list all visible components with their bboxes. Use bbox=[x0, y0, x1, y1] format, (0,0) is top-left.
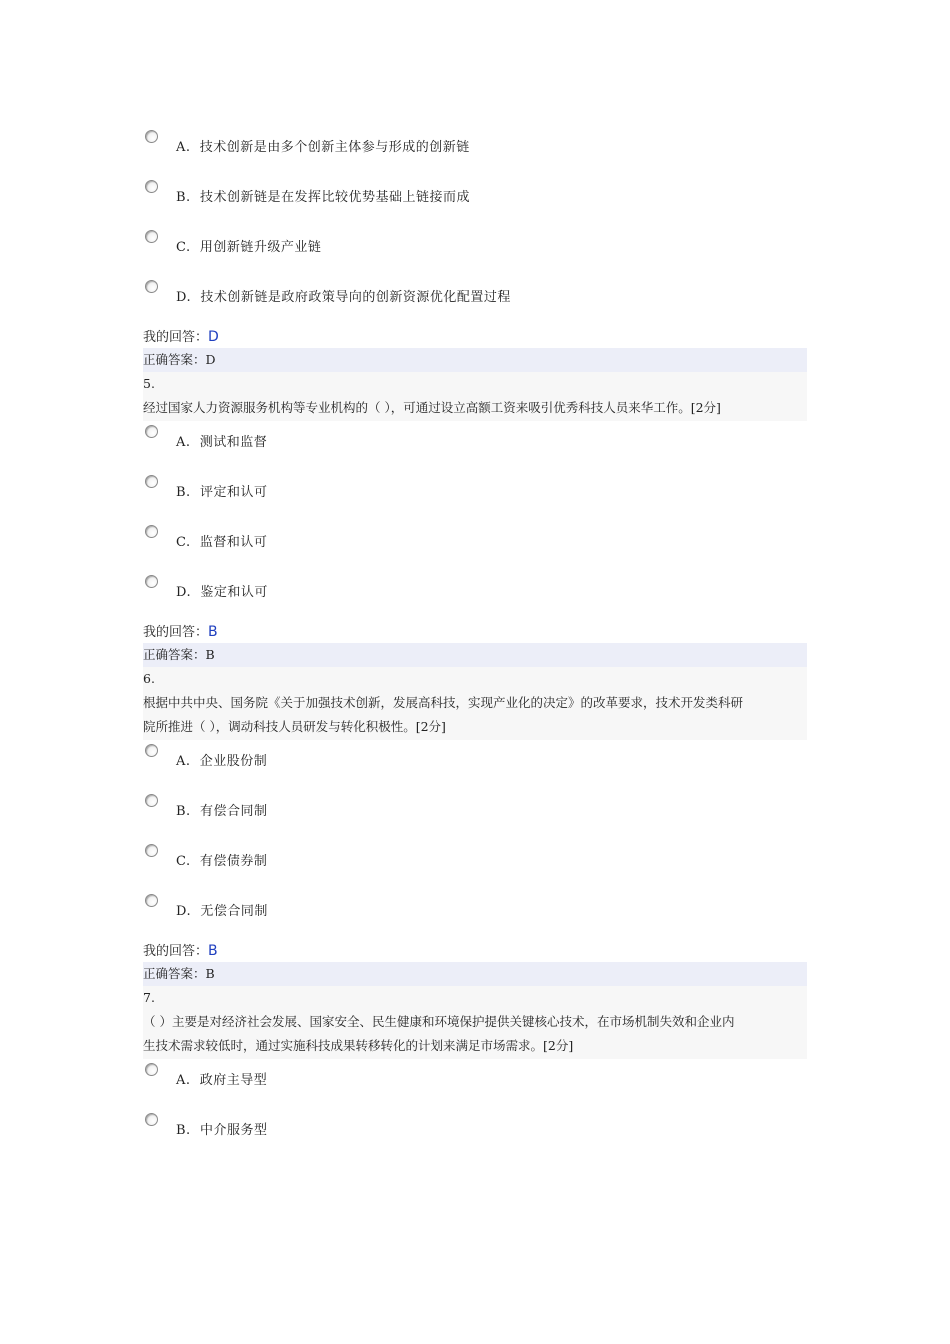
option-letter: D. bbox=[176, 904, 192, 919]
option-b[interactable] bbox=[143, 1109, 807, 1159]
option-letter: D. bbox=[176, 585, 192, 600]
radio-button[interactable] bbox=[145, 280, 158, 293]
option-text: 技术创新是由多个创新主体参与形成的创新链 bbox=[199, 140, 470, 155]
quiz-page bbox=[143, 0, 807, 1159]
correct-answer: 正确答案：D bbox=[143, 348, 807, 372]
option-text: 技术创新链是政府政策导向的创新资源优化配置过程 bbox=[200, 290, 511, 305]
correct-answer: 正确答案：B bbox=[143, 643, 807, 667]
radio-button[interactable] bbox=[145, 425, 158, 438]
option-a[interactable] bbox=[143, 1059, 807, 1109]
prev-question-options bbox=[143, 0, 807, 326]
option-letter: A. bbox=[176, 435, 191, 450]
option-c[interactable] bbox=[143, 521, 807, 571]
question-options bbox=[143, 740, 807, 940]
option-text: 技术创新链是在发挥比较优势基础上链接而成 bbox=[199, 190, 470, 205]
option-letter: D. bbox=[176, 290, 192, 305]
option-a[interactable] bbox=[143, 126, 807, 176]
option-text: 中介服务型 bbox=[199, 1123, 268, 1138]
radio-button[interactable] bbox=[145, 475, 158, 488]
radio-button[interactable] bbox=[145, 894, 158, 907]
radio-button[interactable] bbox=[145, 794, 158, 807]
radio-button[interactable] bbox=[145, 844, 158, 857]
option-letter: A. bbox=[176, 754, 191, 769]
option-letter: B. bbox=[176, 804, 191, 819]
question-number: 5. bbox=[143, 372, 807, 396]
option-a[interactable] bbox=[143, 740, 807, 790]
option-b[interactable] bbox=[143, 471, 807, 521]
my-answer: 我的回答：D bbox=[143, 329, 219, 345]
option-d[interactable] bbox=[143, 571, 807, 621]
my-answer-value: B bbox=[208, 624, 218, 640]
my-answer: 我的回答：B bbox=[143, 624, 218, 640]
radio-button[interactable] bbox=[145, 1063, 158, 1076]
option-letter: B. bbox=[176, 1123, 191, 1138]
radio-button[interactable] bbox=[145, 230, 158, 243]
option-c[interactable] bbox=[143, 226, 807, 276]
option-d[interactable] bbox=[143, 276, 807, 326]
option-text: 用创新链升级产业链 bbox=[199, 240, 322, 255]
option-letter: C. bbox=[176, 854, 191, 869]
question-number: 6. bbox=[143, 667, 807, 691]
radio-button[interactable] bbox=[145, 1113, 158, 1126]
option-letter: C. bbox=[176, 240, 191, 255]
question-text: 根据中共中央、国务院《关于加强技术创新，发展高科技，实现产业化的决定》的改革要求，技术开发类科研 院所推进（ ），调动科技人员研发与转化积极性。[2分] bbox=[143, 691, 807, 740]
correct-answer: 正确答案：B bbox=[143, 962, 807, 986]
option-letter: B. bbox=[176, 190, 191, 205]
option-letter: B. bbox=[176, 485, 191, 500]
question-text: 经过国家人力资源服务机构等专业机构的（ ），可通过设立高额工资来吸引优秀科技人员来华工作。[2分] bbox=[143, 396, 807, 421]
option-a[interactable] bbox=[143, 421, 807, 471]
radio-button[interactable] bbox=[145, 575, 158, 588]
option-text: 测试和监督 bbox=[199, 435, 268, 450]
option-b[interactable] bbox=[143, 790, 807, 840]
option-text: 监督和认可 bbox=[199, 535, 268, 550]
question-options bbox=[143, 1059, 807, 1159]
option-letter: A. bbox=[176, 1073, 191, 1088]
radio-button[interactable] bbox=[145, 130, 158, 143]
my-answer-value: D bbox=[208, 329, 219, 345]
option-text: 鉴定和认可 bbox=[200, 585, 268, 600]
radio-button[interactable] bbox=[145, 180, 158, 193]
option-text: 有偿合同制 bbox=[199, 804, 268, 819]
option-c[interactable] bbox=[143, 840, 807, 890]
question-options bbox=[143, 421, 807, 621]
option-text: 企业股份制 bbox=[199, 754, 268, 769]
radio-button[interactable] bbox=[145, 525, 158, 538]
option-text: 评定和认可 bbox=[199, 485, 268, 500]
question-text: （ ）主要是对经济社会发展、国家安全、民生健康和环境保护提供关键核心技术，在市场机制失效和企业内 生技术需求较低时，通过实施科技成果转移转化的计划来满足市场需求。[2分] bbox=[143, 1010, 807, 1059]
radio-button[interactable] bbox=[145, 744, 158, 757]
question-number: 7. bbox=[143, 986, 807, 1010]
my-answer-value: B bbox=[208, 943, 218, 959]
option-text: 无偿合同制 bbox=[200, 904, 268, 919]
option-text: 政府主导型 bbox=[199, 1073, 268, 1088]
option-d[interactable] bbox=[143, 890, 807, 940]
option-letter: C. bbox=[176, 535, 191, 550]
option-b[interactable] bbox=[143, 176, 807, 226]
option-letter: A. bbox=[176, 140, 191, 155]
option-text: 有偿债券制 bbox=[199, 854, 268, 869]
my-answer: 我的回答：B bbox=[143, 943, 218, 959]
